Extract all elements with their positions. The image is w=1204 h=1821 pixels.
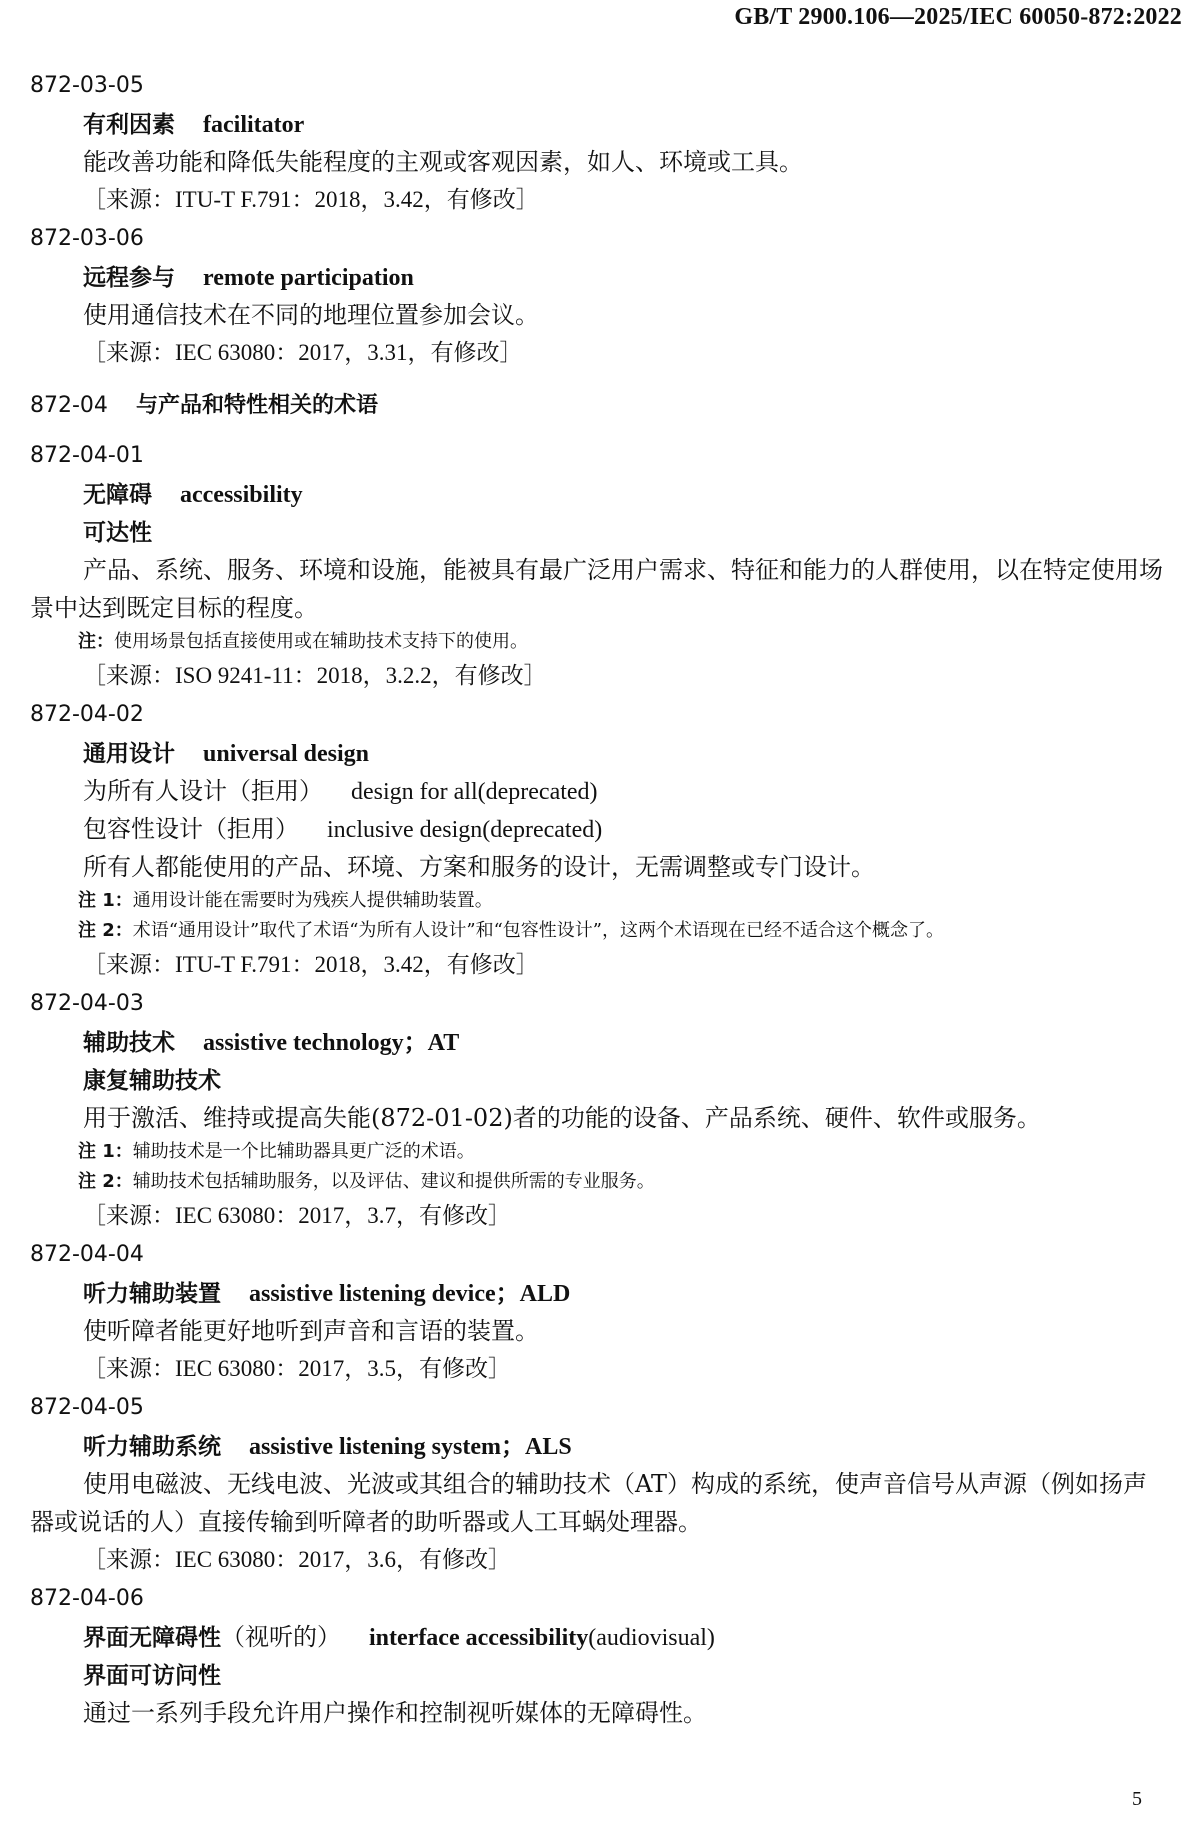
entry-number: 872-04-02 — [30, 702, 144, 727]
term-line — [30, 734, 1180, 772]
note — [30, 1137, 1180, 1167]
source: ［来源：IEC 63080：2017，3.6，有修改］ — [83, 1547, 512, 1572]
definition: 使用电磁波、无线电波、光波或其组合的辅助技术（AT）构成的系统，使声音信号从声源（例如扬声 — [83, 1470, 1148, 1498]
note-label: 注 2： — [78, 1171, 133, 1192]
source: ［来源：ITU-T F.791：2018，3.42，有修改］ — [83, 187, 539, 212]
entry-number: 872-04-04 — [30, 1242, 144, 1267]
term-line — [30, 1427, 1180, 1465]
deprecated-term-en: design for all(deprecated) — [351, 779, 598, 805]
note — [30, 627, 1180, 657]
term-line — [30, 105, 1180, 143]
note-label: 注： — [78, 631, 114, 652]
section-number: 872-04 — [30, 393, 108, 418]
term-line — [30, 475, 1180, 513]
definition: 能改善功能和降低失能程度的主观或客观因素，如人、环境或工具。 — [83, 148, 803, 176]
note-label: 注 1： — [78, 890, 133, 911]
source: ［来源：IEC 63080：2017，3.31，有修改］ — [83, 340, 523, 365]
term-zh: 远程参与 — [83, 265, 175, 291]
term-zh: 无障碍 — [83, 482, 152, 508]
definition: 使听障者能更好地听到声音和言语的装置。 — [83, 1317, 539, 1345]
term-zh: 通用设计 — [83, 741, 175, 767]
term-line — [30, 1023, 1180, 1061]
term-zh: 辅助技术 — [83, 1030, 175, 1056]
term-en: remote participation — [203, 265, 414, 291]
term-en: assistive technology；AT — [203, 1030, 460, 1056]
source: ［来源：ISO 9241-11：2018，3.2.2，有修改］ — [83, 663, 547, 688]
entry-number: 872-03-05 — [30, 73, 144, 98]
term-zh: 听力辅助装置 — [83, 1281, 221, 1307]
section-heading — [30, 386, 1180, 426]
synonym-zh: 界面可访问性 — [83, 1663, 221, 1689]
note — [30, 1167, 1180, 1197]
definition-continued: 器或说话的人）直接传输到听障者的助听器或人工耳蜗处理器。 — [30, 1508, 702, 1536]
document-header: GB/T 2900.106—2025/IEC 60050-872:2022 — [734, 4, 1182, 30]
entry-number: 872-04-06 — [30, 1586, 144, 1611]
document-body — [30, 66, 1180, 1732]
source: ［来源：IEC 63080：2017，3.7，有修改］ — [83, 1203, 512, 1228]
term-en: interface accessibility — [369, 1625, 589, 1651]
note-text: 使用场景包括直接使用或在辅助技术支持下的使用。 — [114, 631, 528, 652]
deprecated-term-en: inclusive design(deprecated) — [327, 817, 603, 843]
synonym-zh: 康复辅助技术 — [83, 1068, 221, 1094]
note-label: 注 1： — [78, 1141, 133, 1162]
term-en: assistive listening system；ALS — [249, 1434, 572, 1460]
term-line — [30, 258, 1180, 296]
entry-number: 872-03-06 — [30, 226, 144, 251]
term-line — [30, 1274, 1180, 1312]
note — [30, 886, 1180, 916]
note — [30, 916, 1180, 946]
term-en: facilitator — [203, 112, 305, 138]
entry-number: 872-04-03 — [30, 991, 144, 1016]
note-label: 注 2： — [78, 920, 133, 941]
term-en-qualifier: (audiovisual) — [588, 1625, 715, 1651]
synonym-zh: 可达性 — [83, 520, 152, 546]
deprecated-term-zh: 为所有人设计（拒用） — [83, 777, 323, 805]
entry-number: 872-04-05 — [30, 1395, 144, 1420]
page-number: 5 — [1132, 1788, 1142, 1810]
term-en: assistive listening device；ALD — [249, 1281, 571, 1307]
synonym-line — [30, 1061, 1180, 1099]
term-zh: 界面无障碍性 — [83, 1625, 221, 1651]
synonym-line — [30, 513, 1180, 551]
definition: 使用通信技术在不同的地理位置参加会议。 — [83, 301, 539, 329]
term-zh: 有利因素 — [83, 112, 175, 138]
note-text: 辅助技术是一个比辅助器具更广泛的术语。 — [132, 1141, 475, 1162]
note-text: 术语“通用设计”取代了术语“为所有人设计”和“包容性设计”，这两个术语现在已经不适合这个概念了。 — [132, 920, 945, 941]
term-zh: 听力辅助系统 — [83, 1434, 221, 1460]
term-en: accessibility — [180, 482, 303, 508]
deprecated-term-zh: 包容性设计（拒用） — [83, 815, 299, 843]
source: ［来源：ITU-T F.791：2018，3.42，有修改］ — [83, 952, 539, 977]
term-zh-qualifier: （视听的） — [221, 1623, 341, 1651]
deprecated-term-line — [30, 772, 1180, 810]
section-title: 与产品和特性相关的术语 — [135, 393, 378, 418]
term-line — [30, 1618, 1180, 1656]
synonym-line — [30, 1656, 1180, 1694]
definition: 用于激活、维持或提高失能(872-01-02)者的功能的设备、产品系统、硬件、软件或服务。 — [83, 1104, 1041, 1132]
term-en: universal design — [203, 741, 370, 767]
definition: 产品、系统、服务、环境和设施，能被具有最广泛用户需求、特征和能力的人群使用，以在特定使用场 — [83, 556, 1163, 584]
definition: 通过一系列手段允许用户操作和控制视听媒体的无障碍性。 — [83, 1699, 707, 1727]
definition: 所有人都能使用的产品、环境、方案和服务的设计，无需调整或专门设计。 — [83, 853, 875, 881]
deprecated-term-line — [30, 810, 1180, 848]
note-text: 通用设计能在需要时为残疾人提供辅助装置。 — [132, 890, 493, 911]
entry-number: 872-04-01 — [30, 443, 144, 468]
source: ［来源：IEC 63080：2017，3.5，有修改］ — [83, 1356, 512, 1381]
definition-continued: 景中达到既定目标的程度。 — [30, 594, 318, 622]
note-text: 辅助技术包括辅助服务，以及评估、建议和提供所需的专业服务。 — [132, 1171, 655, 1192]
